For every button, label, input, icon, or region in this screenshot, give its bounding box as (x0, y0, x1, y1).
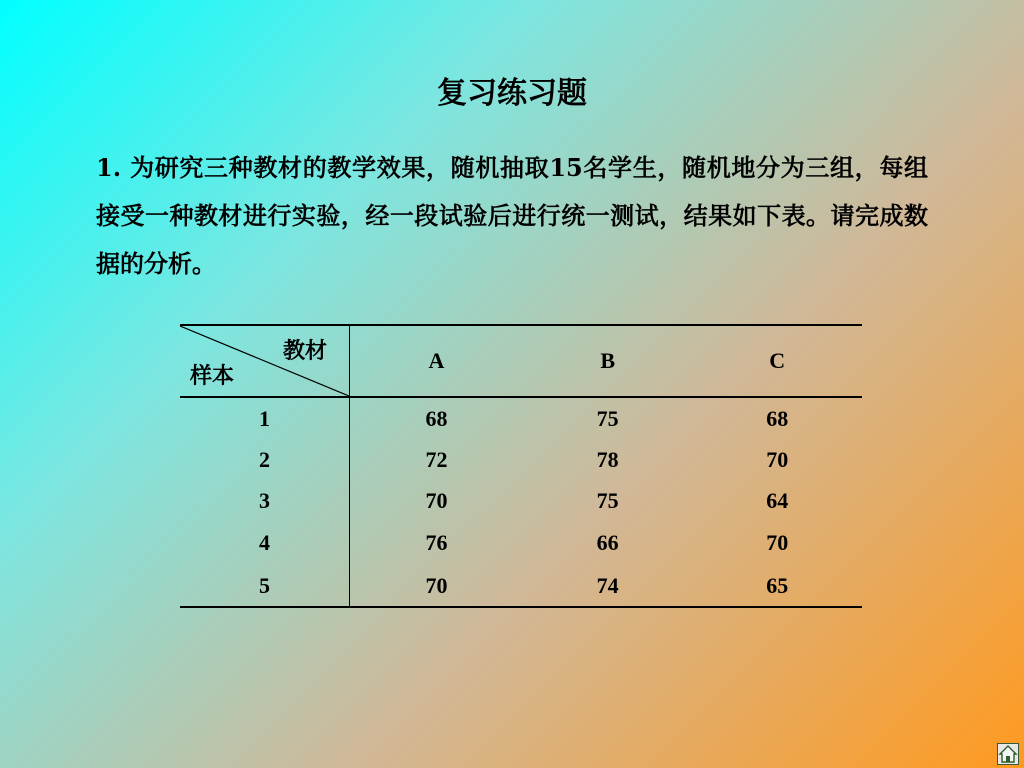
table-cell: 64 (766, 487, 789, 513)
header-cell-c: C (692, 325, 862, 397)
table-cell: 68 (425, 405, 448, 431)
table-cell: 76 (425, 530, 448, 555)
data-table (180, 324, 862, 608)
table-cell: 70 (766, 530, 789, 555)
table-row (180, 439, 862, 480)
slide-title: 复习练习题 (437, 76, 587, 111)
corner-header-cell (180, 325, 350, 397)
table-cell: 68 (766, 405, 789, 431)
corner-label-material: 教材 (282, 339, 327, 364)
table-cell: 74 (523, 565, 693, 607)
problem-text: 1. 为研究三种教材的教学效果，随机抽取15名学生，随机地分为三组，每组接受一种教材进行实验，经一段试验后进行统一测试，结果如下表。请完成数据的分析。 (96, 153, 928, 278)
row-label: 1 (180, 397, 350, 439)
table-cell: 75 (596, 405, 619, 431)
home-button[interactable] (997, 743, 1019, 765)
row-label: 5 (180, 565, 350, 607)
table-cell: 65 (692, 565, 862, 607)
table-cell: 70 (350, 565, 523, 607)
table-cell: 72 (425, 446, 448, 472)
table-header-row (180, 325, 862, 397)
table-cell: 66 (596, 530, 619, 555)
home-icon (998, 744, 1018, 764)
table-cell: 70 (425, 487, 448, 513)
table-cell: 70 (766, 446, 789, 472)
header-cell-b: B (523, 325, 693, 397)
row-label: 3 (180, 480, 350, 521)
row-label: 2 (180, 439, 350, 480)
header-cell-a: A (350, 325, 523, 397)
table-row (180, 480, 862, 521)
table-cell: 78 (596, 446, 619, 472)
table-row (180, 521, 862, 565)
table-row (180, 397, 862, 439)
row-label: 4 (180, 521, 350, 565)
corner-label-sample: 样本 (190, 364, 235, 389)
table-cell: 75 (596, 487, 619, 513)
table-row (180, 565, 862, 607)
